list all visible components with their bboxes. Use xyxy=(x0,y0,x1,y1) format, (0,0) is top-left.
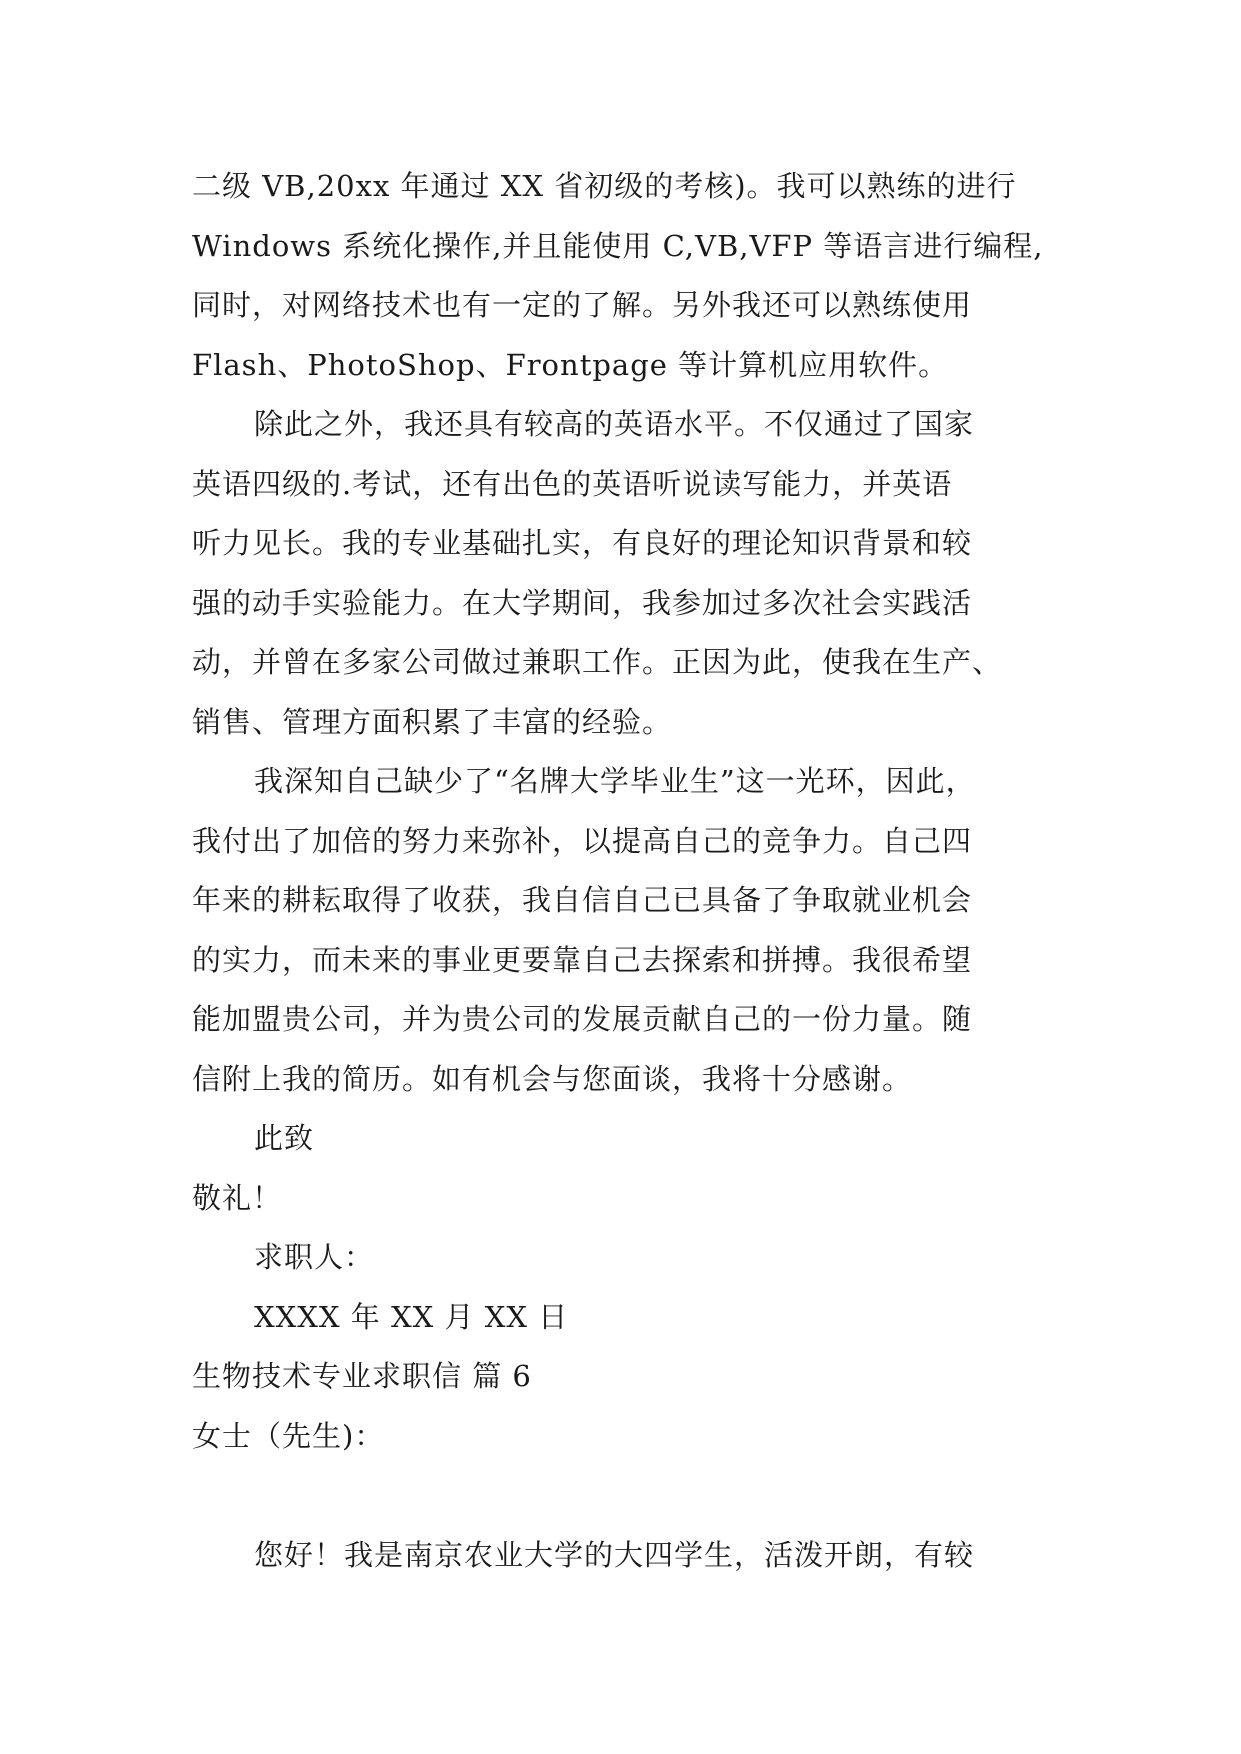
paragraph-3-line-1: 我深知自己缺少了“名牌大学毕业生”这一光环，因此， xyxy=(254,764,976,798)
document-body xyxy=(192,157,1092,1585)
paragraph-3-line-3: 年来的耕耘取得了收获，我自信自己已具备了争取就业机会 xyxy=(192,883,973,917)
blank-line xyxy=(192,1466,1092,1526)
closing-phrase: 此致 xyxy=(254,1121,315,1155)
paragraph-2-line-1: 除此之外，我还具有较高的英语水平。不仅通过了国家 xyxy=(254,407,975,441)
paragraph-1-line-3: 同时，对网络技术也有一定的了解。另外我还可以熟练使用 xyxy=(192,288,973,322)
paragraph-3-line-4: 的实力，而未来的事业更要靠自己去探索和拼搏。我很希望 xyxy=(192,942,973,977)
paragraph-3-line-6: 信附上我的简历。如有机会与您面谈，我将十分感谢。 xyxy=(192,1061,913,1096)
next-paragraph-line-1: 您好！我是南京农业大学的大四学生，活泼开朗，有较 xyxy=(254,1537,975,1572)
paragraph-2-line-6: 销售、管理方面积累了丰富的经验。 xyxy=(192,704,673,739)
date-line: XXXX 年 XX 月 XX 日 xyxy=(254,1299,569,1334)
salutation: 敬礼！ xyxy=(192,1180,283,1215)
paragraph-2-line-3: 听力见长。我的专业基础扎实，有良好的理论知识背景和较 xyxy=(192,526,973,560)
paragraph-1-line-1: 二级 VB,20xx 年通过 XX 省初级的考核)。我可以熟练的进行 xyxy=(192,169,1017,203)
paragraph-2-line-5: 动，并曾在多家公司做过兼职工作。正因为此，使我在生产、 xyxy=(192,645,1003,679)
paragraph-1-line-2: Windows 系统化操作,并且能使用 C,VB,VFP 等语言进行编程, xyxy=(192,228,1044,263)
paragraph-3-line-2: 我付出了加倍的努力来弥补，以提高自己的竞争力。自己四 xyxy=(192,823,973,858)
paragraph-3-line-5: 能加盟贵公司，并为贵公司的发展贡献自己的一份力量。随 xyxy=(192,1002,973,1036)
paragraph-2-line-2: 英语四级的.考试，还有出色的英语听说读写能力，并英语 xyxy=(192,466,953,501)
paragraph-2-line-4: 强的动手实验能力。在大学期间，我参加过多次社会实践活 xyxy=(192,585,973,620)
paragraph-1-line-4: Flash、PhotoShop、Frontpage 等计算机应用软件。 xyxy=(192,347,949,382)
next-letter-title: 生物技术专业求职信 篇 6 xyxy=(192,1359,532,1393)
greeting: 女士（先生)： xyxy=(192,1418,385,1453)
applicant-label: 求职人： xyxy=(254,1240,375,1274)
